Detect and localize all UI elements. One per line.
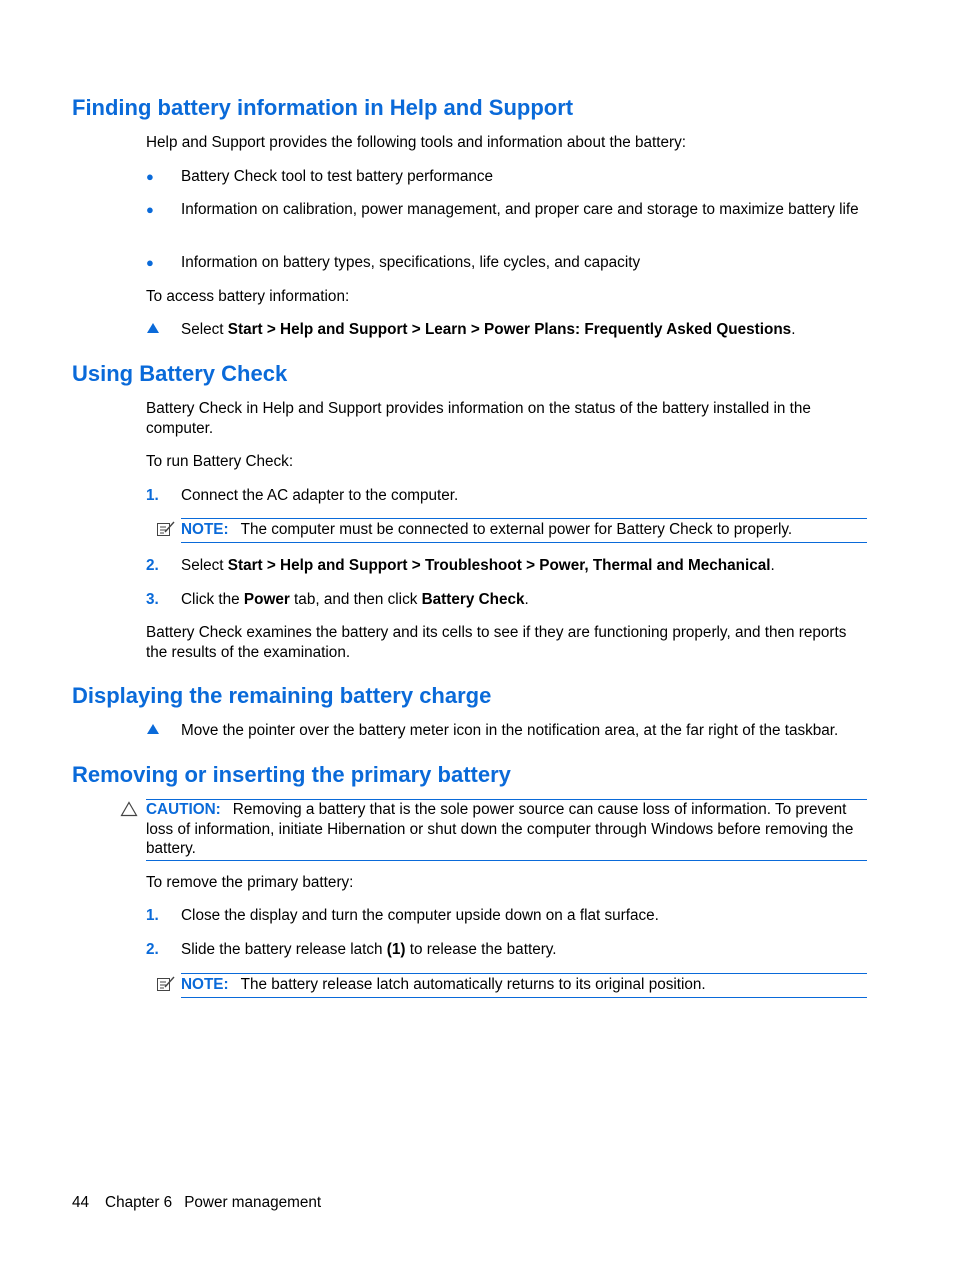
step-part: Click the [181,591,244,608]
page-number: 44 [72,1194,90,1211]
bullet-item: Information on battery types, specifications, life cycles, and capacity [181,254,641,271]
step-prefix: Select [181,321,228,338]
step-text: Connect the AC adapter to the computer. [181,487,459,504]
step-suffix: . [791,321,796,338]
heading-using-battery-check: Using Battery Check [72,361,288,386]
caution-box [146,799,867,861]
step-prefix: Slide the battery release latch [181,941,387,958]
step-suffix: . [770,557,775,574]
bullet-dot-icon: ● [146,169,154,184]
intro-text: Help and Support provides the following tools and information about the battery: [146,134,686,151]
chapter-label: Chapter 6 [105,1194,173,1211]
step-text: Move the pointer over the battery meter icon in the notification area, at the far right of the taskbar. [181,722,839,739]
heading-displaying-charge: Displaying the remaining battery charge [72,683,492,708]
run-text: To run Battery Check: [146,453,294,470]
latch-callout: (1) [386,941,406,958]
battery-check-label: Battery Check [421,591,525,608]
note-text: The battery release latch automatically returns to its original position. [240,976,706,993]
step-number: 2. [146,941,159,958]
caution-icon [120,801,138,823]
outro-text: Battery Check examines the battery and its cells to see if they are functioning properly, and then reports the results of the examination. [146,624,847,661]
note-box [181,973,867,998]
caution-label: CAUTION: [146,801,221,818]
step-suffix: to release the battery. [405,941,557,958]
step-text [181,940,869,960]
bullet-item: Battery Check tool to test battery performance [181,168,494,185]
step-number: 1. [146,487,159,504]
note-box [181,518,867,543]
page-footer [72,1193,337,1213]
step-select-learn [181,320,869,340]
heading-finding-battery-info: Finding battery information in Help and Support [72,95,574,120]
step-text: Close the display and turn the computer upside down on a flat surface. [181,907,659,924]
bullet-dot-icon: ● [146,202,154,217]
remove-text: To remove the primary battery: [146,874,354,891]
step-part: tab, and then click [289,591,422,608]
chapter-title: Power management [184,1194,322,1211]
note-label: NOTE: [181,976,229,993]
step-number: 1. [146,907,159,924]
note-text: The computer must be connected to external power for Battery Check to properly. [240,521,793,538]
triangle-step-icon [146,722,160,742]
bullet-dot-icon: ● [146,255,154,270]
heading-removing-battery: Removing or inserting the primary battery [72,762,511,787]
menu-path: Start > Help and Support > Learn > Power Plans: Frequently Asked Questions [227,321,792,338]
power-tab-label: Power [243,591,290,608]
step-number: 2. [146,557,159,574]
note-icon [156,975,176,999]
bullet-item: Information on calibration, power management, and proper care and storage to maximize battery life [181,201,859,218]
note-label: NOTE: [181,521,229,538]
note-icon [156,520,176,544]
triangle-step-icon [146,321,160,341]
step-part: . [524,591,529,608]
caution-text: Removing a battery that is the sole power source can cause loss of information. To prevent loss of information, initiate Hibernation or shut down the computer through Windows before removing the battery. [146,801,854,857]
access-text: To access battery information: [146,288,350,305]
step-number: 3. [146,591,159,608]
step-text [181,556,869,576]
step-text [181,590,869,610]
menu-path: Start > Help and Support > Troubleshoot > Power, Thermal and Mechanical [227,557,771,574]
step-prefix: Select [181,557,228,574]
intro-text: Battery Check in Help and Support provides information on the status of the battery installed in the computer. [146,400,811,437]
